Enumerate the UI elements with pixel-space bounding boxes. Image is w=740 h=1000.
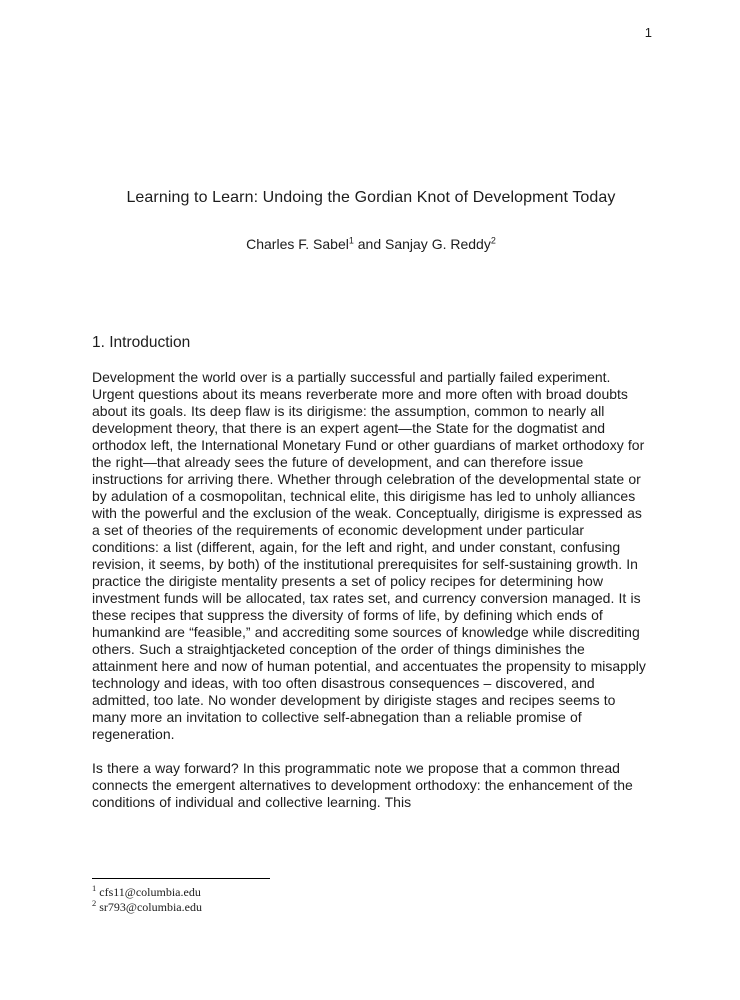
author-1-name: Charles F. Sabel — [246, 236, 349, 252]
footnote-2-text: sr793@columbia.edu — [99, 900, 202, 914]
footnote-2 — [92, 900, 270, 915]
paper-title: Learning to Learn: Undoing the Gordian Knot of Development Today — [126, 189, 616, 206]
paragraph-1: Development the world over is a partially successful and partially failed experiment. Urgent questions about its means reverberate more and more often with broad doubts about its goals. Its deep flaw is its dirigisme: the assumption, common to nearly all development theory, that there is an expert agent—the State for the dogmatist and orthodox left, the International Monetary Fund or other guardians of market orthodoxy for the right—that already sees the future of development, and can therefore issue instructions for arriving there. Whether through celebration of the developmental state or by adulation of a cosmopolitan, technical elite, this dirigisme has led to unholy alliances with the powerful and the exclusion of the weak. Conceptually, dirigisme is expressed as a set of theories of the requirements of economic development under particular conditions: a list (different, again, for the left and right, and under constant, confusing revision, it seems, by both) of the institutional prerequisites for self-sustaining growth. In practice the dirigiste mentality presents a set of policy recipes for determining how investment funds will be allocated, tax rates set, and currency conversion managed. It is these recipes that suppress the diversity of forms of life, by defining which ends of humankind are “feasible,” and accrediting some sources of knowledge while discrediting others. Such a straightjacketed conception of the order of things diminishes the attainment here and now of human potential, and accentuates the propensity to misapply technology and ideas, with too often disastrous consequences – discovered, and admitted, too late. No wonder development by dirigiste stages and recipes seems to many more an invitation to collective self-abnegation than a reliable promise of regeneration. — [92, 369, 646, 742]
author-2-footnote-marker: 2 — [490, 235, 496, 246]
paragraph-2: Is there a way forward? In this programmatic note we propose that a common thread connects the emergent alternatives to development orthodoxy: the enhancement of the conditions of individual and collective learning. This — [92, 760, 633, 810]
footnote-1-marker: 1 — [92, 883, 97, 893]
authors-conjunction: and — [353, 236, 385, 252]
page-number: 1 — [644, 25, 652, 40]
author-2-name: Sanjay G. Reddy — [385, 236, 491, 252]
footnotes-section — [92, 878, 270, 915]
author-1-footnote-marker: 1 — [348, 235, 354, 246]
footnote-1-text: cfs11@columbia.edu — [99, 885, 201, 899]
authors-line — [92, 236, 650, 253]
footnote-separator-rule — [92, 878, 270, 879]
footnote-2-marker: 2 — [92, 898, 97, 908]
section-heading-introduction: 1. Introduction — [92, 334, 191, 351]
footnote-1 — [92, 885, 270, 900]
